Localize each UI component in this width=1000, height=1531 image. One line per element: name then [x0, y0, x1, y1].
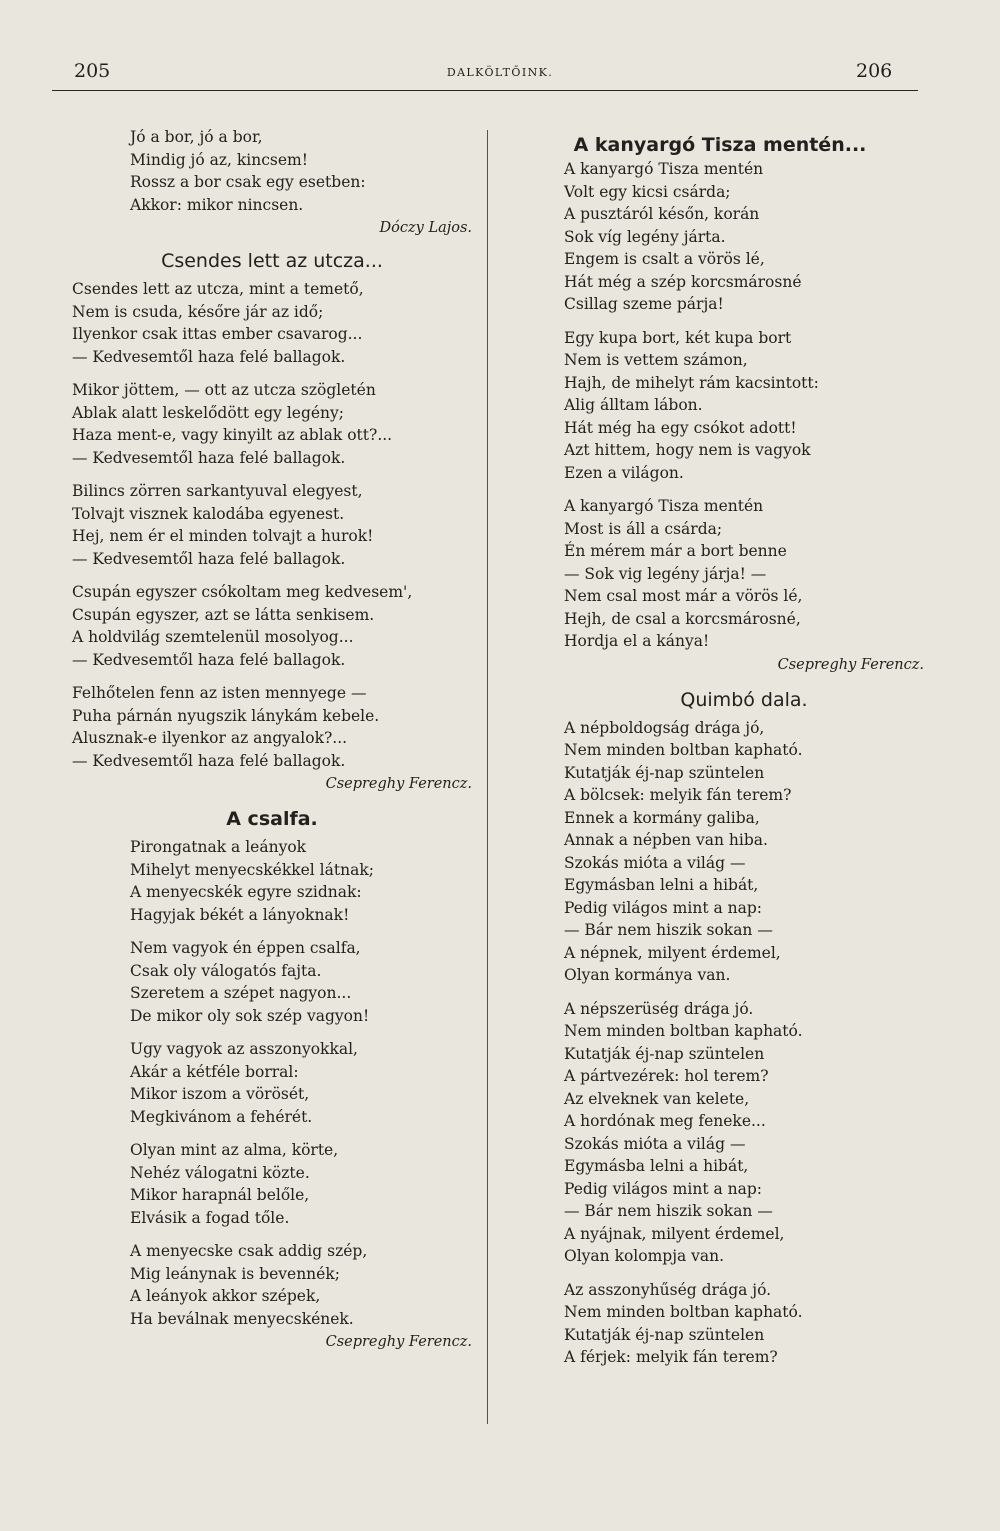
page-number-left: 205 — [74, 60, 111, 82]
poem-line: Nem minden boltban kapható. — [564, 1303, 803, 1321]
poem-line: Pirongatnak a leányok — [130, 838, 307, 856]
poem-line: A kanyargó Tisza mentén — [564, 497, 764, 515]
poem-line: Hajh, de mihelyt rám kacsintott: — [564, 373, 819, 392]
poem-line: Ilyenkor csak ittas ember csavarog... — [72, 325, 363, 343]
poem-line: Kutatják éj-nap szüntelen — [564, 1325, 765, 1344]
poem-line: Az elveknek van kelete, — [564, 1089, 750, 1108]
poem-line: Ha beválnak menyecskének. — [130, 1309, 354, 1328]
poem-line: Olyan mint az alma, körte, — [130, 1141, 339, 1159]
poem-line: Hejh, de csal a korcsmárosné, — [564, 609, 801, 628]
poem-line: Akkor: mikor nincsen. — [130, 195, 304, 214]
poem-line: Mindig jó az, kincsem! — [130, 150, 308, 169]
poem-line: — Kedvesemtől haza felé ballagok. — [72, 549, 346, 568]
poem-line: Ezen a világon. — [564, 463, 684, 482]
poem-line: Csupán egyszer, azt se látta senkisem. — [72, 605, 375, 624]
poem-line: Pedig világos mint a nap: — [564, 1179, 763, 1198]
poem-line: Jó a bor, jó a bor, — [130, 128, 263, 146]
poem-line: Szeretem a szépet nagyon... — [130, 984, 352, 1002]
poem-line: Ablak alatt leskelődött egy legény; — [72, 403, 344, 422]
poem-line: Mikor jöttem, — ott az utcza szögletén — [72, 381, 376, 399]
poem-line: Megkivánom a fehérét. — [130, 1107, 313, 1126]
poem-author: Csepreghy Ferencz. — [325, 776, 472, 792]
poem-line: Egymásban lelni a hibát, — [564, 876, 759, 894]
header-rule — [52, 90, 918, 91]
poem-line: Én mérem már a bort benne — [564, 542, 787, 560]
poem-line: A bölcsek: melyik fán terem? — [564, 786, 792, 804]
column-divider — [487, 130, 488, 1424]
poem-line: A menyecskék egyre szidnak: — [130, 883, 362, 901]
poem-line: Ennek a kormány galiba, — [564, 808, 760, 827]
poem-line: A leányok akkor szépek, — [130, 1287, 321, 1305]
poem-line: Elvásik a fogad tőle. — [130, 1208, 290, 1227]
poem-line: Szokás mióta a világ — — [564, 1134, 746, 1153]
poem-line: Alusznak-e ilyenkor az angyalok?... — [72, 729, 348, 747]
poem-line: A holdvilág szemtelenül mosolyog... — [72, 628, 354, 646]
poem-line: Alig álltam lábon. — [564, 396, 703, 414]
poem-line: A nyájnak, milyent érdemel, — [564, 1224, 785, 1243]
poem-line: Most is áll a csárda; — [564, 519, 723, 538]
poem-line: Mikor harapnál belőle, — [130, 1186, 310, 1204]
poem-line: A pártvezérek: hol terem? — [564, 1067, 769, 1085]
poem-line: Csak oly válogatós fajta. — [130, 961, 322, 980]
poem-line: A menyecske csak addig szép, — [130, 1242, 368, 1260]
poem-line: A pusztáról későn, korán — [564, 205, 760, 223]
poem-line: Mihelyt menyecskékkel látnak; — [130, 860, 374, 879]
poem-quimbo-dala — [564, 683, 924, 1369]
poem-line: Nem vagyok én éppen csalfa, — [130, 939, 361, 957]
poem-title: A csalfa. — [226, 808, 318, 830]
poem-line: Engem is csalt a vörös lé, — [564, 250, 765, 268]
poem-line: Hát még a szép korcsmárosné — [564, 272, 802, 291]
poem-line: Kutatják éj-nap szüntelen — [564, 1044, 765, 1063]
poem-line: — Kedvesemtől haza felé ballagok. — [72, 347, 346, 366]
poem-jo-a-bor — [72, 126, 472, 240]
left-column — [72, 126, 472, 1354]
poem-line: — Kedvesemtől haza felé ballagok. — [72, 650, 346, 669]
poem-line: Egy kupa bort, két kupa bort — [564, 328, 792, 347]
poem-line: Csupán egyszer csókoltam meg kedvesem', — [72, 583, 413, 601]
running-title: DALKÖLTŐINK. — [446, 66, 554, 79]
poem-line: Hordja el a kánya! — [564, 632, 710, 650]
poem-line: Nem minden boltban kapható. — [564, 1022, 803, 1040]
poem-line: Olyan kormánya van. — [564, 966, 731, 984]
poem-line: — Bár nem hiszik sokan — — [564, 1202, 773, 1220]
poem-line: — Bár nem hiszik sokan — — [564, 921, 773, 939]
poem-line: Nem minden boltban kapható. — [564, 741, 803, 759]
poem-line: Volt egy kicsi csárda; — [564, 182, 731, 201]
poem-author: Csepreghy Ferencz. — [325, 1334, 472, 1350]
poem-line: Hát még ha egy csókot adott! — [564, 418, 797, 437]
poem-line: Csillag szeme párja! — [564, 295, 724, 313]
poem-line: A népszerüség drága jó. — [564, 999, 754, 1018]
poem-csendes-lett-az-utcza — [72, 244, 472, 796]
poem-line: Hagyjak békét a lányoknak! — [130, 905, 350, 924]
right-column — [564, 158, 924, 1369]
poem-line: A hordónak meg feneke... — [564, 1112, 766, 1130]
poem-line: A népnek, milyent érdemel, — [564, 943, 781, 962]
poem-line: A férjek: melyik fán terem? — [564, 1348, 778, 1366]
poem-line: Felhőtelen fenn az isten mennyege — — [72, 684, 367, 702]
poem-author: Csepreghy Ferencz. — [777, 656, 924, 673]
poem-line: Csendes lett az utcza, mint a temető, — [72, 280, 364, 298]
poem-line: Pedig világos mint a nap: — [564, 898, 763, 917]
page-number-right: 206 — [856, 60, 893, 82]
poem-line: A kanyargó Tisza mentén — [564, 160, 764, 178]
poem-line: Nem is vettem számon, — [564, 351, 748, 369]
poem-a-kanyargo-tisza-menten — [564, 158, 924, 677]
page-header — [0, 0, 1000, 100]
poem-line: Kutatják éj-nap szüntelen — [564, 763, 765, 782]
poem-line: Olyan kolompja van. — [564, 1247, 725, 1265]
poem-line: — Sok vig legény járja! — — [564, 564, 767, 583]
poem-line: Annak a népben van hiba. — [564, 831, 768, 849]
poem-line: — Kedvesemtől haza felé ballagok. — [72, 448, 346, 467]
poem-line: Bilincs zörren sarkantyuval elegyest, — [72, 482, 363, 500]
poem-line: Azt hittem, hogy nem is vagyok — [564, 441, 811, 459]
poem-author: Dóczy Lajos. — [379, 220, 472, 236]
poem-title: Quimbó dala. — [680, 688, 808, 711]
poem-line: Mikor iszom a vörösét, — [130, 1085, 310, 1103]
poem-line: — Kedvesemtől haza felé ballagok. — [72, 751, 346, 770]
poem-line: Puha párnán nyugszik lánykám kebele. — [72, 706, 380, 725]
poem-line: Egymásba lelni a hibát, — [564, 1157, 749, 1175]
poem-line: A népboldogság drága jó, — [564, 718, 765, 737]
poem-line: Hej, nem ér el minden tolvajt a hurok! — [72, 527, 374, 545]
poem-line: Haza ment-e, vagy kinyilt az ablak ott?... — [72, 426, 393, 444]
poem-a-csalfa — [72, 802, 472, 1354]
poem-line: Sok víg legény járta. — [564, 227, 726, 246]
poem-line: Akár a kétféle borral: — [130, 1062, 299, 1081]
poem-line: Nem csal most már a vörös lé, — [564, 587, 803, 605]
poem-title-kanyargo-tisza: A kanyargó Tisza mentén... — [573, 134, 867, 156]
poem-line: Mig leánynak is bevennék; — [130, 1264, 340, 1283]
poem-line: Ugy vagyok az asszonyokkal, — [130, 1040, 358, 1058]
poem-line: Tolvajt visznek kalodába egyenest. — [72, 504, 345, 523]
poem-line: Az asszonyhűség drága jó. — [564, 1280, 772, 1299]
poem-line: Rossz a bor csak egy esetben: — [130, 173, 366, 191]
poem-line: De mikor oly sok szép vagyon! — [130, 1006, 370, 1025]
poem-line: Szokás mióta a világ — — [564, 853, 746, 872]
poem-line: Nem is csuda, későre jár az idő; — [72, 302, 324, 321]
poem-line: Nehéz válogatni közte. — [130, 1163, 310, 1182]
poem-title: Csendes lett az utcza... — [161, 250, 383, 272]
